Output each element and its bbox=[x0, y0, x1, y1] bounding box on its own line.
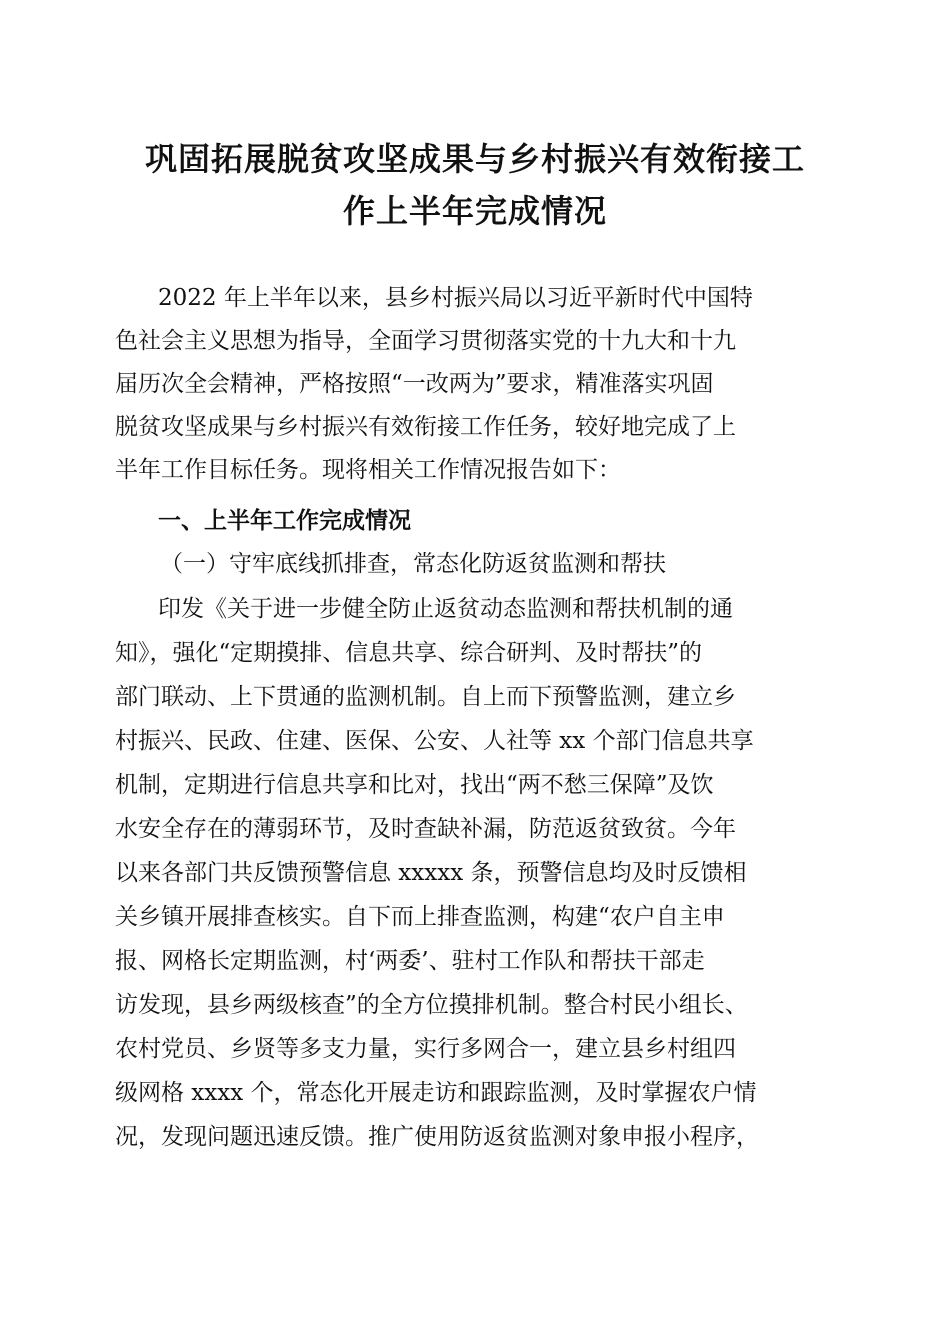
body-line-2: 知》，强化“定期摸排、信息共享、综合研判、及时帮扶”的 bbox=[115, 640, 703, 666]
document-title-line-2: 作上半年完成情况 bbox=[342, 192, 607, 230]
body-line-10: 访发现，县乡两级核查”的全方位摸排机制。整合村民小组长、 bbox=[115, 992, 748, 1018]
intro-line-1: 2022 年上半年以来，县乡村振兴局以习近平新时代中国特 bbox=[158, 285, 753, 311]
document-title-line-1: 巩固拓展脱贫攻坚成果与乡村振兴有效衔接工 bbox=[144, 140, 805, 178]
subsection-heading: （一）守牢底线抓排查，常态化防返贫监测和帮扶 bbox=[160, 551, 666, 577]
body-line-9: 报、网格长定期监测，村‘两委’、驻村工作队和帮扶干部走 bbox=[115, 948, 705, 974]
section-heading: 一、上半年工作完成情况 bbox=[158, 508, 411, 534]
body-line-13: 况，发现问题迅速反馈。推广使用防返贫监测对象申报小程序， bbox=[115, 1124, 759, 1150]
body-line-12: 级网格 xxxx 个，常态化开展走访和跟踪监测，及时掌握农户情 bbox=[115, 1080, 757, 1106]
body-line-6: 水安全存在的薄弱环节，及时查缺补漏，防范返贫致贫。今年 bbox=[115, 816, 736, 842]
body-line-11: 农村党员、乡贤等多支力量，实行多网合一，建立县乡村组四 bbox=[115, 1036, 736, 1062]
intro-line-4: 脱贫攻坚成果与乡村振兴有效衔接工作任务，较好地完成了上 bbox=[115, 414, 736, 440]
intro-line-5: 半年工作目标任务。现将相关工作情况报告如下： bbox=[115, 457, 621, 483]
body-line-5: 机制，定期进行信息共享和比对，找出“两不愁三保障”及饮 bbox=[115, 772, 714, 798]
body-line-1: 印发《关于进一步健全防止返贫动态监测和帮扶机制的通 bbox=[158, 596, 733, 622]
body-line-7: 以来各部门共反馈预警信息 xxxxx 条，预警信息均及时反馈相 bbox=[115, 860, 747, 886]
intro-line-3: 届历次全会精神，严格按照“一改两为”要求，精准落实巩固 bbox=[115, 371, 714, 397]
body-line-3: 部门联动、上下贯通的监测机制。自上而下预警监测，建立乡 bbox=[115, 684, 736, 710]
body-line-8: 关乡镇开展排查核实。自下而上排查监测，构建“农户自主申 bbox=[115, 904, 725, 930]
intro-line-2: 色社会主义思想为指导，全面学习贯彻落实党的十九大和十九 bbox=[115, 328, 736, 354]
body-line-4: 村振兴、民政、住建、医保、公安、人社等 xx 个部门信息共享 bbox=[115, 728, 754, 754]
